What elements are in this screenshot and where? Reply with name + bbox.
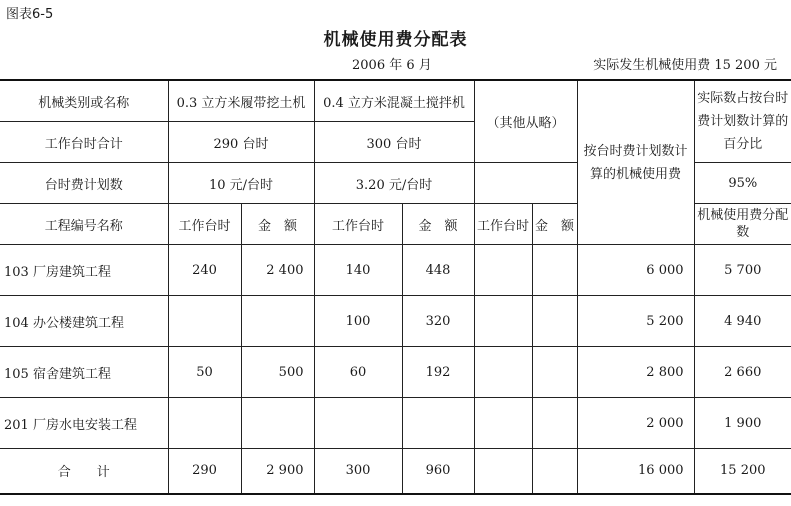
others-hours [474, 296, 532, 347]
header-row-machines [0, 80, 791, 122]
excavator-amount [241, 398, 314, 449]
allocated-cost: 1 900 [694, 398, 791, 449]
mixer-rate: 3.20 元/台时 [314, 163, 474, 204]
others-amount [532, 296, 577, 347]
total-allocated-cost: 15 200 [694, 449, 791, 494]
table-row [0, 398, 791, 449]
allocated-cost: 2 660 [694, 347, 791, 398]
header-machine-type: 机械类别或名称 [0, 80, 168, 122]
mixer-total-hours: 300 台时 [314, 122, 474, 163]
excavator-hours [168, 296, 241, 347]
others-amount [532, 245, 577, 296]
others-hours [474, 347, 532, 398]
total-mixer-hours: 300 [314, 449, 402, 494]
others-amount [532, 347, 577, 398]
project-name: 104 办公楼建筑工程 [0, 296, 168, 347]
table-row [0, 245, 791, 296]
header-hours-total: 工作台时合计 [0, 122, 168, 163]
header-mixer-hours: 工作台时 [314, 204, 402, 245]
total-excavator-hours: 290 [168, 449, 241, 494]
mixer-hours: 140 [314, 245, 402, 296]
excavator-hours [168, 398, 241, 449]
mixer-amount: 192 [402, 347, 474, 398]
project-name: 103 厂房建筑工程 [0, 245, 168, 296]
excavator-total-hours: 290 台时 [168, 122, 314, 163]
total-label: 合 计 [0, 449, 168, 494]
total-computed-cost: 16 000 [577, 449, 694, 494]
project-name: 105 宿舍建筑工程 [0, 347, 168, 398]
header-excavator-amount: 金 额 [241, 204, 314, 245]
actual-machine-cost: 实际发生机械使用费 15 200 元 [593, 58, 777, 73]
excavator-hours: 50 [168, 347, 241, 398]
total-mixer-amount: 960 [402, 449, 474, 494]
project-name: 201 厂房水电安装工程 [0, 398, 168, 449]
computed-cost: 5 200 [577, 296, 694, 347]
mixer-amount: 448 [402, 245, 474, 296]
others-hours [474, 245, 532, 296]
header-machine-excavator: 0.3 立方米履带挖土机 [168, 80, 314, 122]
mixer-hours: 60 [314, 347, 402, 398]
computed-cost: 6 000 [577, 245, 694, 296]
figure-label: 图表6-5 [6, 7, 54, 22]
others-hours [474, 398, 532, 449]
mixer-amount: 320 [402, 296, 474, 347]
total-others-amount [532, 449, 577, 494]
computed-cost: 2 800 [577, 347, 694, 398]
machine-cost-allocation-table [0, 79, 791, 495]
excavator-amount: 2 400 [241, 245, 314, 296]
total-others-hours [474, 449, 532, 494]
excavator-amount [241, 296, 314, 347]
header-computed-cost: 按台时费计划数计算的机械使用费 [577, 80, 694, 245]
total-excavator-amount: 2 900 [241, 449, 314, 494]
others-rate [474, 163, 577, 204]
excavator-amount: 500 [241, 347, 314, 398]
header-excavator-hours: 工作台时 [168, 204, 241, 245]
mixer-hours [314, 398, 402, 449]
header-ratio: 实际数占按台时费计划数计算的百分比 [694, 80, 791, 163]
others-amount [532, 398, 577, 449]
computed-cost: 2 000 [577, 398, 694, 449]
header-others-amount: 金 额 [532, 204, 577, 245]
excavator-hours: 240 [168, 245, 241, 296]
mixer-hours: 100 [314, 296, 402, 347]
total-row [0, 449, 791, 494]
header-machine-mixer: 0.4 立方米混凝土搅拌机 [314, 80, 474, 122]
header-rate-plan: 台时费计划数 [0, 163, 168, 204]
header-others-hours: 工作台时 [474, 204, 532, 245]
mixer-amount [402, 398, 474, 449]
table-row [0, 296, 791, 347]
header-project: 工程编号名称 [0, 204, 168, 245]
header-allocated: 机械使用费分配数 [694, 204, 791, 245]
table-date: 2006 年 6 月 [352, 58, 432, 73]
allocated-cost: 5 700 [694, 245, 791, 296]
excavator-rate: 10 元/台时 [168, 163, 314, 204]
header-others: （其他从略） [474, 80, 577, 163]
allocated-cost: 4 940 [694, 296, 791, 347]
header-mixer-amount: 金 额 [402, 204, 474, 245]
table-row [0, 347, 791, 398]
ratio-value: 95% [694, 163, 791, 204]
table-title: 机械使用费分配表 [323, 30, 468, 50]
